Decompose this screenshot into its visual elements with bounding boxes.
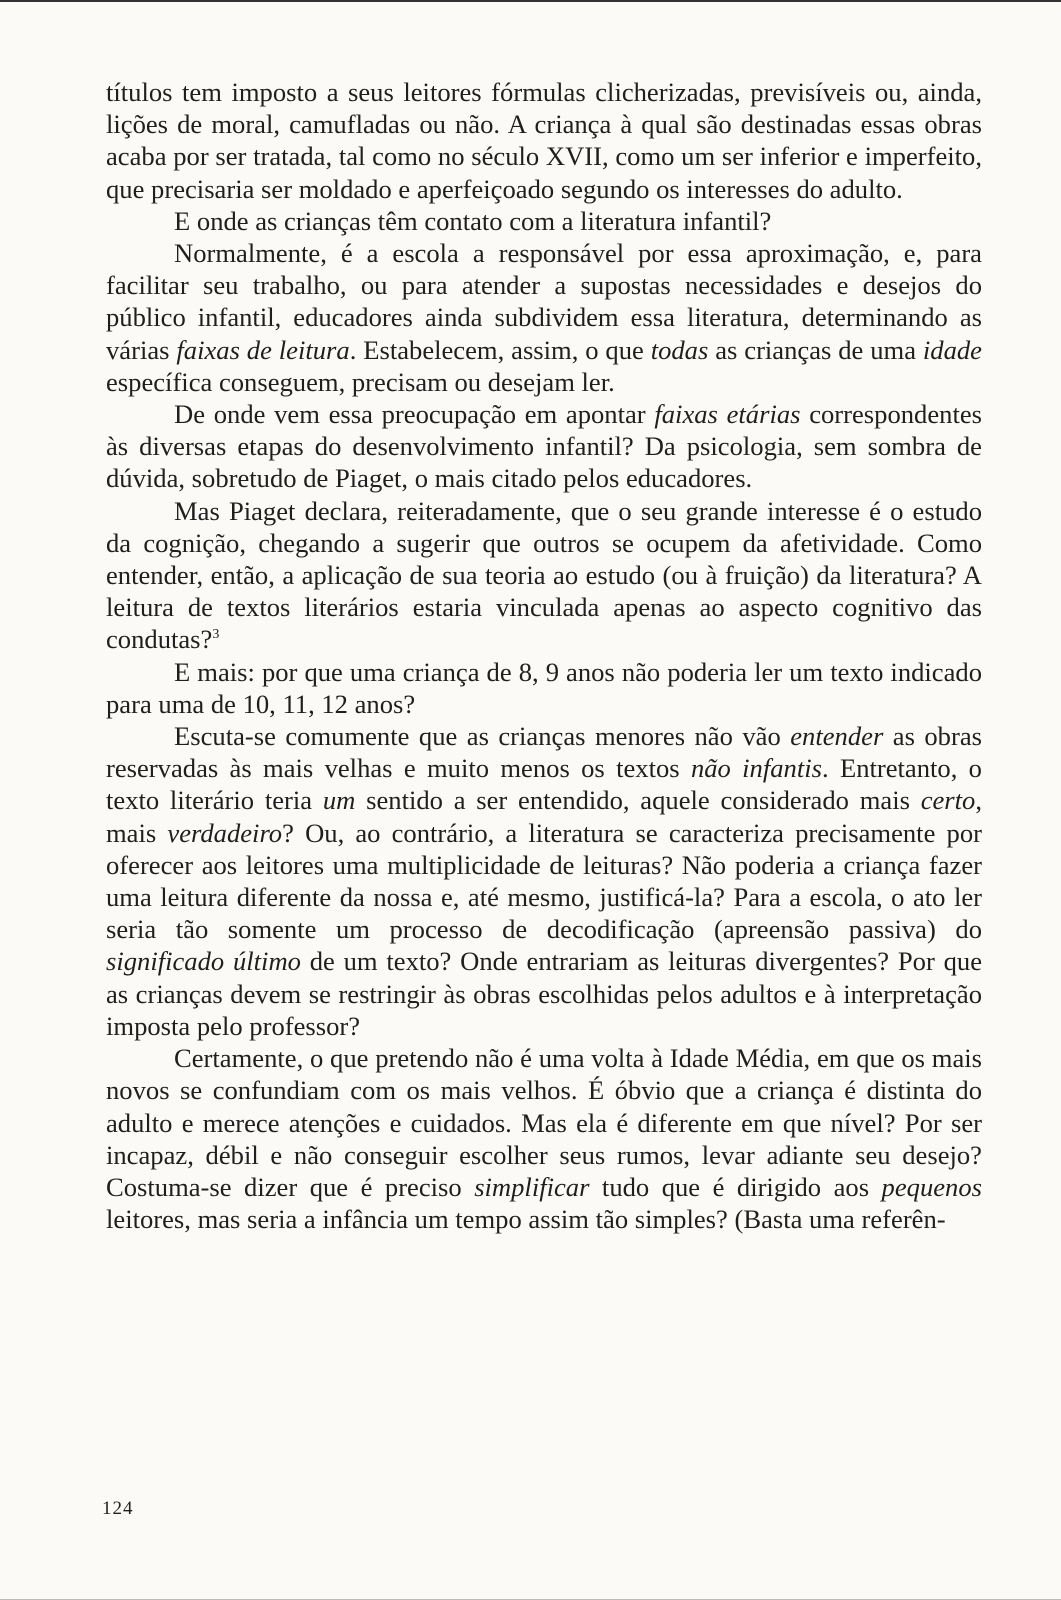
italic-text: entender (790, 721, 884, 752)
text-run: sentido a ser entendido, aquele considerado mais (355, 785, 921, 816)
top-rule (0, 0, 1061, 2)
paragraph (106, 398, 982, 495)
text-run: tudo que é dirigido aos (589, 1171, 882, 1202)
text-run: . Estabelecem, assim, o que (349, 334, 651, 365)
text-run: Certamente, o que pretendo não é uma volta à Idade Média, em que os mais novos se confundiam com os mais velhos. É óbvio que a criança é distinta do adulto e merece atenções e cuidados. Mas ela é diferente em que nível? Por ser incapaz, débil e não conseguir escolher seus rumos, levar adiante seu desejo? Costuma-se dizer que é preciso (106, 1043, 982, 1202)
page-number: 124 (102, 1498, 134, 1519)
italic-text: faixas etárias (654, 399, 801, 430)
text-run: E onde as crianças têm contato com a literatura infantil? (174, 205, 772, 236)
text-run: títulos tem imposto a seus leitores fórmulas clicherizadas, previsíveis ou, ainda, lições de moral, camufladas ou não. A criança à qual são destinadas essas obras acaba por ser tratada, tal como no século XVII, como um ser inferior e imperfeito, que precisaria ser moldado e aperfeiçoado segundo os interesses do adulto. (106, 77, 982, 204)
text-run: ? Ou, ao contrário, a literatura se caracteriza precisamente por oferecer aos leitores uma multiplicidade de leituras? Não poderia a criança fazer uma leitura diferente da nossa e, até mesmo, justificá-la? Para a escola, o ato ler seria tão somente um processo de decodificação (apreensão passiva) do (106, 817, 982, 945)
text-run: as obras reservadas às mais velhas e muito menos os textos (106, 721, 982, 784)
text-run: correspondentes às diversas etapas do desenvolvimento infantil? Da psicologia, sem sombra de dúvida, sobretudo de Piaget, o mais citado pelos educadores. (106, 399, 982, 494)
text-run: de um texto? Onde entrariam as leituras divergentes? Por que as crianças devem se restringir às obras escolhidas pelos adultos e à interpretação imposta pelo professor? (106, 946, 983, 1041)
paragraph (106, 76, 982, 205)
text-run: Normalmente, é a escola a responsável por essa aproximação, e, para facilitar seu trabalho, ou para atender a supostas necessidades e desejos do público infantil, educadores ainda subdividem essa literatura, determinando as várias (106, 238, 982, 365)
italic-text: todas (650, 334, 709, 365)
text-run: Escuta-se comumente que as crianças menores não vão (174, 721, 791, 752)
text-run: Mas Piaget declara, reiteradamente, que o seu grande interesse é o estudo da cognição, chegando a sugerir que outros se ocupem da afetividade. Como entender, então, a aplicação de sua teoria ao estudo (ou à fruição) da literatura? A leitura de textos literários estaria vinculada apenas ao aspecto cognitivo das condutas? (106, 495, 982, 655)
italic-text: faixas de leitura (176, 334, 350, 365)
paragraph (106, 720, 982, 1042)
paragraph (106, 205, 982, 237)
italic-text: significado último (106, 946, 301, 977)
italic-text: simplificar (474, 1171, 590, 1202)
footnote-marker: 3 (212, 627, 220, 643)
text-run: , mais (106, 785, 982, 848)
italic-text: certo (920, 785, 976, 816)
body-text (106, 76, 982, 1235)
paragraph (106, 495, 982, 656)
italic-text: verdadeiro (167, 817, 283, 848)
text-run: específica conseguem, precisam ou desejam ler. (106, 366, 615, 397)
italic-text: idade (922, 334, 982, 365)
paragraph (106, 656, 982, 720)
italic-text: não infantis (690, 753, 822, 784)
italic-text: pequenos (881, 1171, 982, 1202)
italic-text: um (322, 785, 356, 816)
text-run: as crianças de uma (708, 334, 923, 365)
text-run: . Entretanto, o texto literário teria (106, 753, 982, 816)
paragraph (106, 237, 982, 398)
text-run: De onde vem essa preocupação em apontar (174, 399, 655, 430)
text-run: leitores, mas seria a infância um tempo assim tão simples? (Basta uma referên- (106, 1204, 946, 1235)
paragraph (106, 1042, 982, 1235)
text-run: E mais: por que uma criança de 8, 9 anos não poderia ler um texto indicado para uma de 10, 11, 12 anos? (106, 656, 982, 719)
